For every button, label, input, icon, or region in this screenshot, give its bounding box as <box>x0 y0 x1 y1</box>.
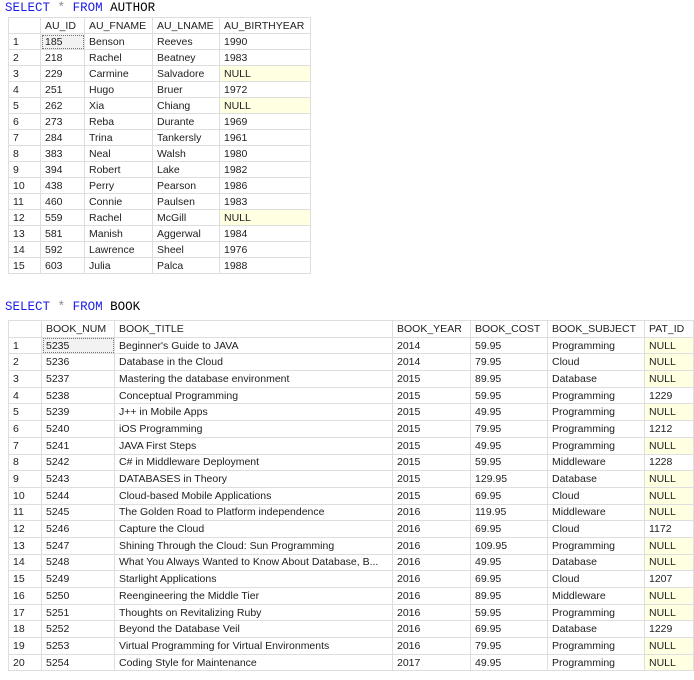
cell-book-year[interactable]: 2017 <box>393 654 471 671</box>
cell-au-birthyear[interactable]: NULL <box>220 98 311 114</box>
row-number[interactable]: 6 <box>9 114 41 130</box>
table-row[interactable] <box>9 638 694 655</box>
cell-au-lname[interactable]: Aggerwal <box>153 226 220 242</box>
select-keyword: SELECT <box>5 1 51 15</box>
cell-book-subject[interactable]: Cloud <box>548 571 645 588</box>
row-number[interactable]: 20 <box>9 654 42 671</box>
row-number[interactable]: 9 <box>9 471 42 488</box>
cell-book-title[interactable]: Starlight Applications <box>115 571 393 588</box>
cell-book-subject[interactable]: Programming <box>548 404 645 421</box>
cell-au-birthyear[interactable]: NULL <box>220 66 311 82</box>
table-row[interactable] <box>9 210 311 226</box>
row-number[interactable]: 3 <box>9 66 41 82</box>
cell-book-num[interactable]: 5241 <box>42 437 115 454</box>
cell-book-cost[interactable]: 79.95 <box>471 354 548 371</box>
cell-au-lname[interactable]: Salvadore <box>153 66 220 82</box>
cell-au-birthyear[interactable]: 1986 <box>220 178 311 194</box>
cell-book-title[interactable]: Thoughts on Revitalizing Ruby <box>115 604 393 621</box>
cell-book-num[interactable]: 5245 <box>42 504 115 521</box>
cell-au-fname[interactable]: Rachel <box>85 210 153 226</box>
cell-au-lname[interactable]: Paulsen <box>153 194 220 210</box>
cell-book-year[interactable]: 2015 <box>393 487 471 504</box>
cell-book-title[interactable]: Beyond the Database Veil <box>115 621 393 638</box>
cell-au-birthyear[interactable]: 1990 <box>220 34 311 50</box>
cell-book-subject[interactable]: Database <box>548 471 645 488</box>
row-number[interactable]: 1 <box>9 337 42 354</box>
row-number[interactable]: 1 <box>9 34 41 50</box>
cell-pat-id[interactable]: NULL <box>645 354 694 371</box>
cell-book-cost[interactable]: 79.95 <box>471 638 548 655</box>
cell-book-cost[interactable]: 89.95 <box>471 371 548 388</box>
row-number[interactable]: 6 <box>9 421 42 438</box>
cell-book-subject[interactable]: Programming <box>548 437 645 454</box>
cell-book-num[interactable]: 5238 <box>42 387 115 404</box>
row-number[interactable]: 4 <box>9 82 41 98</box>
cell-book-cost[interactable]: 69.95 <box>471 487 548 504</box>
cell-au-id[interactable]: 284 <box>41 130 85 146</box>
cell-au-id[interactable]: 383 <box>41 146 85 162</box>
cell-book-year[interactable]: 2016 <box>393 588 471 605</box>
cell-book-cost[interactable]: 109.95 <box>471 537 548 554</box>
cell-book-num[interactable]: 5237 <box>42 371 115 388</box>
cell-au-lname[interactable]: Sheel <box>153 242 220 258</box>
cell-pat-id[interactable]: NULL <box>645 337 694 354</box>
cell-book-subject[interactable]: Database <box>548 621 645 638</box>
cell-au-id[interactable]: 438 <box>41 178 85 194</box>
cell-book-cost[interactable]: 69.95 <box>471 571 548 588</box>
from-keyword: FROM <box>72 300 103 314</box>
cell-book-cost[interactable]: 59.95 <box>471 454 548 471</box>
cell-au-lname[interactable]: Lake <box>153 162 220 178</box>
row-number[interactable]: 7 <box>9 130 41 146</box>
row-number[interactable]: 9 <box>9 162 41 178</box>
cell-au-birthyear[interactable]: 1988 <box>220 258 311 274</box>
cell-pat-id[interactable]: NULL <box>645 604 694 621</box>
cell-book-cost[interactable]: 59.95 <box>471 387 548 404</box>
cell-book-subject[interactable]: Cloud <box>548 354 645 371</box>
table-row[interactable] <box>9 437 694 454</box>
cell-book-subject[interactable]: Programming <box>548 387 645 404</box>
cell-pat-id[interactable]: NULL <box>645 638 694 655</box>
cell-book-title[interactable]: Capture the Cloud <box>115 521 393 538</box>
cell-pat-id[interactable]: 1207 <box>645 571 694 588</box>
row-number[interactable]: 2 <box>9 354 42 371</box>
cell-book-num[interactable]: 5248 <box>42 554 115 571</box>
cell-book-year[interactable]: 2015 <box>393 454 471 471</box>
column-header-book-title[interactable]: BOOK_TITLE <box>115 321 393 338</box>
cell-book-year[interactable]: 2016 <box>393 571 471 588</box>
cell-au-id[interactable]: 218 <box>41 50 85 66</box>
table-row[interactable] <box>9 50 311 66</box>
cell-book-year[interactable]: 2016 <box>393 638 471 655</box>
row-number[interactable]: 10 <box>9 178 41 194</box>
table-row[interactable] <box>9 371 694 388</box>
cell-book-subject[interactable]: Programming <box>548 654 645 671</box>
column-header-book-year[interactable]: BOOK_YEAR <box>393 321 471 338</box>
cell-book-cost[interactable]: 129.95 <box>471 471 548 488</box>
cell-book-num[interactable]: 5247 <box>42 537 115 554</box>
cell-au-birthyear[interactable]: 1961 <box>220 130 311 146</box>
cell-book-num[interactable]: 5235 <box>42 337 115 354</box>
cell-au-fname[interactable]: Carmine <box>85 66 153 82</box>
cell-book-title[interactable]: Conceptual Programming <box>115 387 393 404</box>
cell-au-fname[interactable]: Perry <box>85 178 153 194</box>
cell-book-num[interactable]: 5242 <box>42 454 115 471</box>
row-number[interactable]: 15 <box>9 571 42 588</box>
book-query-line[interactable] <box>5 300 140 315</box>
cell-book-subject[interactable]: Cloud <box>548 487 645 504</box>
cell-book-subject[interactable]: Middleware <box>548 588 645 605</box>
column-header-book-subject[interactable]: BOOK_SUBJECT <box>548 321 645 338</box>
cell-book-year[interactable]: 2016 <box>393 554 471 571</box>
cell-book-cost[interactable]: 49.95 <box>471 654 548 671</box>
cell-au-lname[interactable]: Bruer <box>153 82 220 98</box>
cell-au-id[interactable]: 460 <box>41 194 85 210</box>
row-number[interactable]: 19 <box>9 638 42 655</box>
row-number[interactable]: 14 <box>9 242 41 258</box>
cell-book-num[interactable]: 5250 <box>42 588 115 605</box>
cell-au-fname[interactable]: Reba <box>85 114 153 130</box>
cell-book-num[interactable]: 5246 <box>42 521 115 538</box>
cell-book-year[interactable]: 2016 <box>393 504 471 521</box>
cell-pat-id[interactable]: NULL <box>645 554 694 571</box>
cell-book-num[interactable]: 5236 <box>42 354 115 371</box>
cell-book-cost[interactable]: 89.95 <box>471 588 548 605</box>
cell-book-year[interactable]: 2016 <box>393 521 471 538</box>
table-name: BOOK <box>110 300 141 314</box>
cell-book-title[interactable]: Coding Style for Maintenance <box>115 654 393 671</box>
table-row[interactable] <box>9 178 311 194</box>
cell-au-lname[interactable]: Beatney <box>153 50 220 66</box>
cell-pat-id[interactable]: 1172 <box>645 521 694 538</box>
table-row[interactable] <box>9 354 694 371</box>
cell-pat-id[interactable]: NULL <box>645 371 694 388</box>
cell-book-num[interactable]: 5253 <box>42 638 115 655</box>
table-row[interactable] <box>9 588 694 605</box>
cell-book-cost[interactable]: 119.95 <box>471 504 548 521</box>
table-row[interactable] <box>9 537 694 554</box>
cell-au-id[interactable]: 559 <box>41 210 85 226</box>
table-row[interactable] <box>9 194 311 210</box>
table-row[interactable] <box>9 621 694 638</box>
table-row[interactable] <box>9 162 311 178</box>
cell-book-subject[interactable]: Programming <box>548 421 645 438</box>
cell-au-id[interactable]: 603 <box>41 258 85 274</box>
cell-book-cost[interactable]: 79.95 <box>471 421 548 438</box>
cell-au-fname[interactable]: Benson <box>85 34 153 50</box>
cell-pat-id[interactable]: NULL <box>645 654 694 671</box>
header-row <box>9 18 311 34</box>
select-keyword: SELECT <box>5 300 51 314</box>
column-header-pat-id[interactable]: PAT_ID <box>645 321 694 338</box>
column-header-au-id[interactable]: AU_ID <box>41 18 85 34</box>
table-row[interactable] <box>9 337 694 354</box>
cell-au-id[interactable]: 592 <box>41 242 85 258</box>
cell-au-fname[interactable]: Robert <box>85 162 153 178</box>
table-row[interactable] <box>9 114 311 130</box>
table-row[interactable] <box>9 387 694 404</box>
cell-book-title[interactable]: Beginner's Guide to JAVA <box>115 337 393 354</box>
cell-book-title[interactable]: Virtual Programming for Virtual Environments <box>115 638 393 655</box>
cell-book-subject[interactable]: Middleware <box>548 454 645 471</box>
header-row <box>9 321 694 338</box>
row-number[interactable]: 5 <box>9 98 41 114</box>
cell-pat-id[interactable]: NULL <box>645 437 694 454</box>
cell-book-cost[interactable]: 59.95 <box>471 337 548 354</box>
cell-au-lname[interactable]: Pearson <box>153 178 220 194</box>
table-row[interactable] <box>9 654 694 671</box>
cell-au-lname[interactable]: Chiang <box>153 98 220 114</box>
cell-book-cost[interactable]: 69.95 <box>471 621 548 638</box>
cell-book-title[interactable]: Database in the Cloud <box>115 354 393 371</box>
cell-book-subject[interactable]: Database <box>548 371 645 388</box>
cell-au-fname[interactable]: Neal <box>85 146 153 162</box>
cell-au-birthyear[interactable]: NULL <box>220 210 311 226</box>
row-number[interactable]: 11 <box>9 504 42 521</box>
cell-pat-id[interactable]: NULL <box>645 471 694 488</box>
cell-book-title[interactable]: Cloud-based Mobile Applications <box>115 487 393 504</box>
cell-pat-id[interactable]: 1212 <box>645 421 694 438</box>
cell-au-birthyear[interactable]: 1982 <box>220 162 311 178</box>
cell-book-title[interactable]: Reengineering the Middle Tier <box>115 588 393 605</box>
cell-book-title[interactable]: Mastering the database environment <box>115 371 393 388</box>
cell-book-year[interactable]: 2015 <box>393 421 471 438</box>
table-name: AUTHOR <box>110 1 156 15</box>
star-operator: * <box>57 1 66 15</box>
cell-book-cost[interactable]: 49.95 <box>471 437 548 454</box>
cell-book-cost[interactable]: 49.95 <box>471 404 548 421</box>
cell-au-fname[interactable]: Rachel <box>85 50 153 66</box>
cell-au-lname[interactable]: Walsh <box>153 146 220 162</box>
cell-au-birthyear[interactable]: 1972 <box>220 82 311 98</box>
row-number[interactable]: 8 <box>9 454 42 471</box>
cell-au-id[interactable]: 394 <box>41 162 85 178</box>
cell-book-year[interactable]: 2014 <box>393 354 471 371</box>
cell-au-lname[interactable]: Tankersly <box>153 130 220 146</box>
cell-book-title[interactable]: JAVA First Steps <box>115 437 393 454</box>
cell-book-num[interactable]: 5240 <box>42 421 115 438</box>
cell-book-subject[interactable]: Programming <box>548 537 645 554</box>
column-header-book-cost[interactable]: BOOK_COST <box>471 321 548 338</box>
author-results-grid[interactable] <box>8 17 311 274</box>
cell-book-subject[interactable]: Database <box>548 554 645 571</box>
table-row[interactable] <box>9 454 694 471</box>
cell-au-fname[interactable]: Julia <box>85 258 153 274</box>
column-header-book-num[interactable]: BOOK_NUM <box>42 321 115 338</box>
cell-au-id[interactable]: 273 <box>41 114 85 130</box>
row-number[interactable]: 13 <box>9 226 41 242</box>
cell-au-id[interactable]: 229 <box>41 66 85 82</box>
cell-pat-id[interactable]: 1228 <box>645 454 694 471</box>
table-row[interactable] <box>9 504 694 521</box>
cell-au-lname[interactable]: Palca <box>153 258 220 274</box>
table-row[interactable] <box>9 471 694 488</box>
row-number[interactable]: 11 <box>9 194 41 210</box>
table-row[interactable] <box>9 66 311 82</box>
row-number[interactable]: 12 <box>9 210 41 226</box>
cell-au-birthyear[interactable]: 1969 <box>220 114 311 130</box>
row-number[interactable]: 2 <box>9 50 41 66</box>
cell-au-fname[interactable]: Hugo <box>85 82 153 98</box>
table-row[interactable] <box>9 571 694 588</box>
table-row[interactable] <box>9 34 311 50</box>
table-row[interactable] <box>9 404 694 421</box>
cell-book-title[interactable]: Shining Through the Cloud: Sun Programming <box>115 537 393 554</box>
row-number[interactable]: 7 <box>9 437 42 454</box>
cell-pat-id[interactable]: NULL <box>645 588 694 605</box>
cell-book-cost[interactable]: 59.95 <box>471 604 548 621</box>
cell-au-birthyear[interactable]: 1980 <box>220 146 311 162</box>
cell-book-cost[interactable]: 69.95 <box>471 521 548 538</box>
cell-book-title[interactable]: J++ in Mobile Apps <box>115 404 393 421</box>
row-number[interactable]: 5 <box>9 404 42 421</box>
row-number[interactable]: 13 <box>9 537 42 554</box>
cell-pat-id[interactable]: NULL <box>645 504 694 521</box>
table-row[interactable] <box>9 554 694 571</box>
cell-book-year[interactable]: 2015 <box>393 404 471 421</box>
column-header-au-lname[interactable]: AU_LNAME <box>153 18 220 34</box>
row-number[interactable]: 16 <box>9 588 42 605</box>
cell-book-subject[interactable]: Middleware <box>548 504 645 521</box>
cell-book-num[interactable]: 5254 <box>42 654 115 671</box>
cell-au-id[interactable]: 185 <box>41 34 85 50</box>
cell-book-title[interactable]: The Golden Road to Platform independence <box>115 504 393 521</box>
cell-book-num[interactable]: 5244 <box>42 487 115 504</box>
table-row[interactable] <box>9 604 694 621</box>
row-number[interactable]: 4 <box>9 387 42 404</box>
row-number[interactable]: 8 <box>9 146 41 162</box>
cell-au-lname[interactable]: Reeves <box>153 34 220 50</box>
corner-cell[interactable] <box>9 321 42 338</box>
cell-book-year[interactable]: 2015 <box>393 471 471 488</box>
cell-au-fname[interactable]: Manish <box>85 226 153 242</box>
cell-book-title[interactable]: DATABASES in Theory <box>115 471 393 488</box>
cell-au-birthyear[interactable]: 1976 <box>220 242 311 258</box>
star-operator: * <box>57 300 66 314</box>
table-row[interactable] <box>9 82 311 98</box>
cell-au-fname[interactable]: Trina <box>85 130 153 146</box>
row-number[interactable]: 17 <box>9 604 42 621</box>
table-row[interactable] <box>9 258 311 274</box>
cell-au-birthyear[interactable]: 1984 <box>220 226 311 242</box>
cell-book-year[interactable]: 2015 <box>393 387 471 404</box>
book-results-grid[interactable] <box>8 320 694 671</box>
table-row[interactable] <box>9 146 311 162</box>
row-number[interactable]: 3 <box>9 371 42 388</box>
cell-book-year[interactable]: 2016 <box>393 537 471 554</box>
row-number[interactable]: 14 <box>9 554 42 571</box>
row-number[interactable]: 12 <box>9 521 42 538</box>
cell-pat-id[interactable]: NULL <box>645 487 694 504</box>
cell-au-fname[interactable]: Connie <box>85 194 153 210</box>
row-number[interactable]: 18 <box>9 621 42 638</box>
column-header-au-fname[interactable]: AU_FNAME <box>85 18 153 34</box>
cell-au-birthyear[interactable]: 1983 <box>220 50 311 66</box>
from-keyword: FROM <box>72 1 103 15</box>
row-number[interactable]: 10 <box>9 487 42 504</box>
cell-au-id[interactable]: 581 <box>41 226 85 242</box>
cell-au-id[interactable]: 262 <box>41 98 85 114</box>
cell-book-subject[interactable]: Programming <box>548 604 645 621</box>
cell-book-year[interactable]: 2015 <box>393 371 471 388</box>
cell-book-num[interactable]: 5251 <box>42 604 115 621</box>
corner-cell[interactable] <box>9 18 41 34</box>
cell-book-num[interactable]: 5243 <box>42 471 115 488</box>
cell-book-year[interactable]: 2014 <box>393 337 471 354</box>
cell-book-cost[interactable]: 49.95 <box>471 554 548 571</box>
cell-book-title[interactable]: C# in Middleware Deployment <box>115 454 393 471</box>
cell-book-num[interactable]: 5239 <box>42 404 115 421</box>
table-row[interactable] <box>9 98 311 114</box>
table-row[interactable] <box>9 130 311 146</box>
row-number[interactable]: 15 <box>9 258 41 274</box>
cell-book-year[interactable]: 2016 <box>393 604 471 621</box>
table-row[interactable] <box>9 487 694 504</box>
cell-pat-id[interactable]: NULL <box>645 404 694 421</box>
column-header-au-birthyear[interactable]: AU_BIRTHYEAR <box>220 18 311 34</box>
cell-au-fname[interactable]: Xia <box>85 98 153 114</box>
cell-book-year[interactable]: 2015 <box>393 437 471 454</box>
cell-book-num[interactable]: 5249 <box>42 571 115 588</box>
cell-au-lname[interactable]: McGill <box>153 210 220 226</box>
cell-pat-id[interactable]: 1229 <box>645 387 694 404</box>
table-row[interactable] <box>9 226 311 242</box>
cell-au-birthyear[interactable]: 1983 <box>220 194 311 210</box>
cell-au-lname[interactable]: Durante <box>153 114 220 130</box>
cell-pat-id[interactable]: 1229 <box>645 621 694 638</box>
cell-book-title[interactable]: What You Always Wanted to Know About Database, B... <box>115 554 393 571</box>
cell-book-subject[interactable]: Cloud <box>548 521 645 538</box>
cell-book-year[interactable]: 2016 <box>393 621 471 638</box>
cell-book-num[interactable]: 5252 <box>42 621 115 638</box>
table-row[interactable] <box>9 421 694 438</box>
cell-book-title[interactable]: iOS Programming <box>115 421 393 438</box>
cell-au-fname[interactable]: Lawrence <box>85 242 153 258</box>
author-query-line[interactable] <box>5 1 155 16</box>
cell-pat-id[interactable]: NULL <box>645 537 694 554</box>
cell-book-subject[interactable]: Programming <box>548 638 645 655</box>
cell-au-id[interactable]: 251 <box>41 82 85 98</box>
table-row[interactable] <box>9 521 694 538</box>
cell-book-subject[interactable]: Programming <box>548 337 645 354</box>
table-row[interactable] <box>9 242 311 258</box>
